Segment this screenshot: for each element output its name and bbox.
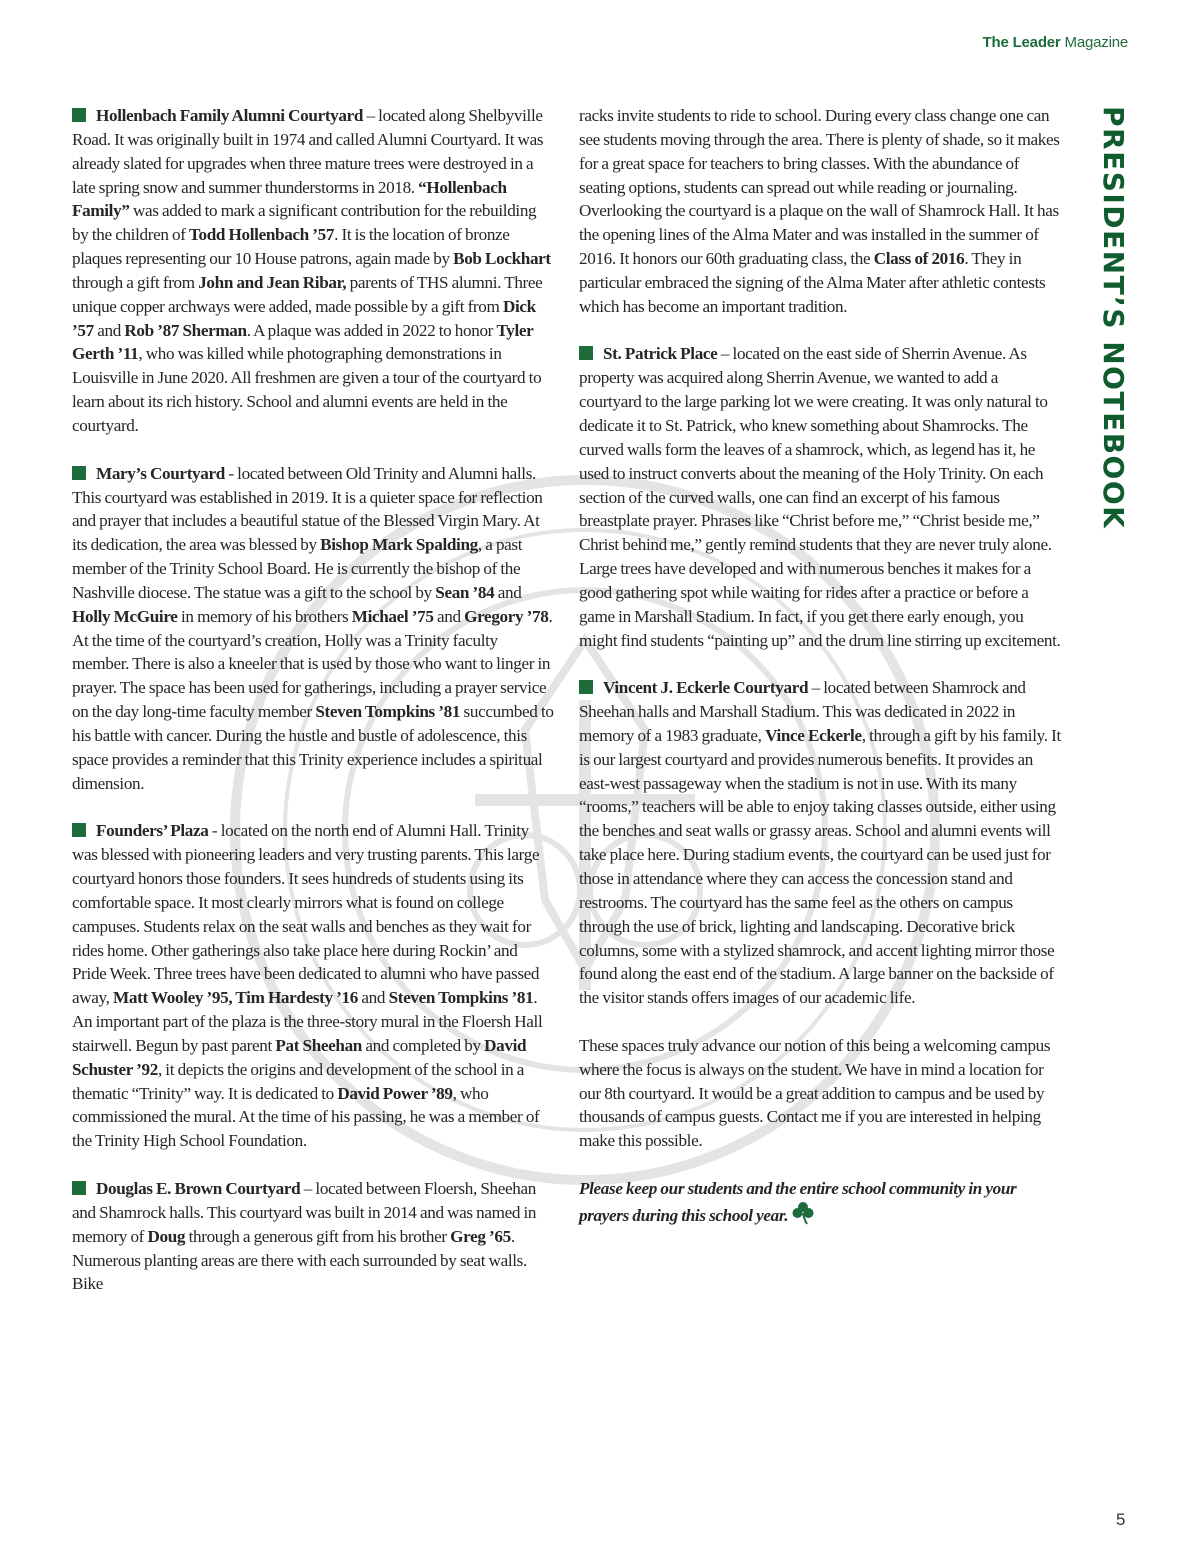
- bold-name: Tyler Gerth ’11: [72, 320, 534, 364]
- text-run: - located between Old Trinity and Alumni halls. This courtyard was established in 2019. It is a quieter space for reflection and prayer that includes a beautiful statue of the Blessed Virgin Mary. At its dedication, the area was blessed by: [72, 463, 543, 555]
- section-title-vertical: PRESIDENT’S NOTEBOOK: [1097, 106, 1130, 530]
- text-run: . Numerous planting areas are there with each surrounded by seat walls. Bike: [72, 1226, 527, 1294]
- text-run: – located along Shelbyville Road. It was originally built in 1974 and called Alumni Courtyard. It was already slated for upgrades when three mature trees were destroyed in a late spring snow and summer thunderstorms in 2018.: [72, 106, 544, 197]
- text-run: – located between Floersh, Sheehan and Shamrock halls. This courtyard was built in 2014 and was named in memory of: [72, 1178, 537, 1246]
- founders-paragraph: [72, 819, 554, 1153]
- bold-name: John and Jean Ribar,: [198, 272, 347, 292]
- bold-name: Matt Wooley ’95, Tim Hardesty ’16: [113, 988, 358, 1008]
- bold-name: “Hollenbach Family”: [72, 177, 507, 221]
- bold-name: Greg ’65: [450, 1226, 511, 1246]
- bold-name: Steven Tompkins ’81: [388, 988, 534, 1008]
- magazine-header: [983, 34, 1128, 51]
- text-run: in memory of his brothers: [177, 606, 352, 626]
- bold-name: Bob Lockhart: [453, 249, 551, 269]
- text-run: and: [494, 582, 522, 602]
- bold-name: Michael ’75: [351, 606, 434, 626]
- section-bullet-icon: [72, 1181, 86, 1195]
- text-run: succumbed to his battle with cancer. During the hustle and bustle of adolescence, this space provides a reminder that this Trinity experience includes a spiritual dimension.: [72, 702, 554, 793]
- text-run: , who was killed while photographing demonstrations in Louisville in June 2020. All freshmen are given a tour of the courtyard to learn about its rich history. School and alumni events are held in the courtyard.: [72, 344, 542, 435]
- bold-name: Sean ’84: [435, 582, 495, 602]
- text-run: , it depicts the origins and development of the school in a thematic “Trinity” way. It is dedicated to: [72, 1059, 525, 1103]
- page-number: 5: [1116, 1510, 1126, 1529]
- bold-name: Bishop Mark Spalding: [320, 535, 478, 555]
- marys-paragraph: [72, 462, 554, 796]
- bold-name: Dick ’57: [72, 296, 536, 340]
- marys-title: Mary’s Courtyard: [96, 463, 225, 483]
- bold-name: Rob ’87 Sherman: [124, 320, 247, 340]
- brown-continued-paragraph: [579, 104, 1061, 319]
- text-run: - located on the north end of Alumni Hall. Trinity was blessed with pioneering leaders and very trusting parents. This large courtyard honors those founders. It sees hundreds of students using its comfortable space. It most clearly mirrors what is found on college campuses. Students relax on the seat walls and benches as they wait for rides home. Other gatherings also take place here during Rockin’ and Pride Week. Three trees have been dedicated to alumni who have passed away,: [72, 821, 540, 1008]
- text-run: . At the time of the courtyard’s creation, Holly was a Trinity faculty member. There is also a kneeler that is used by those who want to linger in prayer. The space has been used for gatherings, including a prayer service on the day long-time faculty member: [72, 606, 553, 722]
- prayer-line: [579, 1177, 1061, 1228]
- bold-name: Holly McGuire: [72, 606, 178, 626]
- bold-name: Pat Sheehan: [275, 1035, 362, 1055]
- founders-title: Founders’ Plaza: [96, 821, 209, 841]
- eckerle-title: Vincent J. Eckerle Courtyard: [603, 678, 809, 698]
- section-bullet-icon: [72, 823, 86, 837]
- hollenbach-title: Hollenbach Family Alumni Courtyard: [96, 106, 364, 125]
- bold-name: Doug: [147, 1226, 186, 1246]
- eckerle-paragraph: [579, 676, 1061, 1010]
- right-column: [579, 104, 1061, 1252]
- brown-title: Douglas E. Brown Courtyard: [96, 1178, 301, 1198]
- left-column: [72, 104, 554, 1320]
- text-run: . A plaque was added in 2022 to honor: [246, 320, 497, 340]
- header-brand: The Leader: [982, 34, 1061, 51]
- text-run: through a gift from: [72, 272, 199, 292]
- prayer-text: Please keep our students and the entire school community in your prayers during this school year.: [579, 1178, 1017, 1225]
- text-run: – located between Shamrock and Sheehan halls and Marshall Stadium. This was dedicated in 2022 in memory of a 1983 graduate,: [579, 678, 1026, 745]
- text-run: and: [93, 320, 125, 340]
- bold-name: David Schuster ’92: [72, 1035, 527, 1079]
- text-run: , through a gift by his family. It is our largest courtyard and provides numerous benefits. It provides an east-west passageway when the stadium is not in use. With its many “rooms,” teachers will be able to enjoy taking classes outside, either using the benches and seat walls or grassy areas. School and alumni events will take place here. During stadium events, the courtyard can be used just for those in attendance where they can access the concession stand and restrooms. The courtyard has the same feel as the others on campus through the use of brick, lighting and landscaping. Decorative brick columns, some with a stylized shamrock, and accent lighting mirror those found along the east end of the stadium. A large banner on the backside of the visitor stands offers images of our academic life.: [579, 725, 1061, 1008]
- bold-name: David Power ’89: [337, 1083, 453, 1103]
- hollenbach-paragraph: [72, 104, 554, 438]
- section-bullet-icon: [72, 466, 86, 480]
- stpatrick-paragraph: [579, 342, 1061, 652]
- text-run: racks invite students to ride to school. During every class change one can see students moving through the area. There is plenty of shade, so it makes for a great space for teachers to bring classes. With the abundance of seating options, students can spread out while reading or journaling. Overlooking the courtyard is a plaque on the wall of Shamrock Hall. It has the opening lines of the Alma Mater and was installed in the summer of 2016. It honors our 60th graduating class, the: [579, 106, 1060, 269]
- closing-paragraph: These spaces truly advance our notion of this being a welcoming campus where the focus is always on the student. We have in mind a location for our 8th courtyard. It would be a great addition to campus and be used by thousands of campus guests. Contact me if you are interested in helping make this possible.: [579, 1035, 1051, 1151]
- text-run: through a generous gift from his brother: [185, 1226, 451, 1246]
- bold-name: Class of 2016: [873, 249, 965, 269]
- text-run: and: [357, 988, 389, 1008]
- header-magazine: Magazine: [1064, 34, 1128, 51]
- section-bullet-icon: [579, 346, 593, 360]
- stpatrick-title: St. Patrick Place: [603, 344, 718, 364]
- bold-name: Vince Eckerle: [765, 725, 862, 745]
- text-run: , a past member of the Trinity School Board. He is currently the bishop of the Nashville diocese. The statue was a gift to the school by: [72, 535, 523, 602]
- text-run: parents of THS alumni. Three unique copper archways were added, made possible by a gift from: [72, 272, 543, 316]
- text-run: . They in particular embraced the signing of the Alma Mater after athletic contests which has become an important tradition.: [579, 249, 1046, 316]
- text-run: . An important part of the plaza is the three-story mural in the Floersh Hall stairwell. Begun by past parent: [72, 988, 543, 1055]
- text-run: was added to mark a significant contribution for the rebuilding by the children of: [72, 201, 537, 245]
- text-run: and completed by: [361, 1035, 485, 1055]
- text-run: . It is the location of bronze plaques representing our 10 House patrons, again made by: [72, 225, 510, 269]
- brown-paragraph: [72, 1177, 554, 1296]
- bold-name: Steven Tompkins ’81: [315, 702, 461, 722]
- text-run: , who commissioned the mural. At the time of his passing, he was a member of the Trinity High School Foundation.: [72, 1083, 540, 1151]
- section-bullet-icon: [72, 108, 86, 122]
- shamrock-icon: [792, 1201, 814, 1225]
- section-bullet-icon: [579, 680, 593, 694]
- bold-name: Gregory ’78: [464, 606, 549, 626]
- text-run: – located on the east side of Sherrin Avenue. As property was acquired along Sherrin Avenue, we wanted to add a courtyard to the large parking lot we were creating. It was only natural to dedicate it to St. Patrick, who knew something about Shamrocks. The curved walls form the leaves of a shamrock, which, as legend has it, he used to instruct converts about the meaning of the Holy Trinity. On each section of the curved walls, one can find an excerpt of his famous breastplate prayer. Phrases like “Christ before me,” “Christ beside me,” Christ behind me,” gently remind students that they are never truly alone. Large trees have developed and with numerous benches it makes for a good gathering spot while waiting for rides after a practice or before a game in Marshall Stadium. In fact, if you get there early enough, you might find students “painting up” and the drum line stirring up excitement.: [579, 344, 1061, 650]
- bold-name: Todd Hollenbach ’57: [189, 225, 335, 245]
- text-run: and: [433, 606, 465, 626]
